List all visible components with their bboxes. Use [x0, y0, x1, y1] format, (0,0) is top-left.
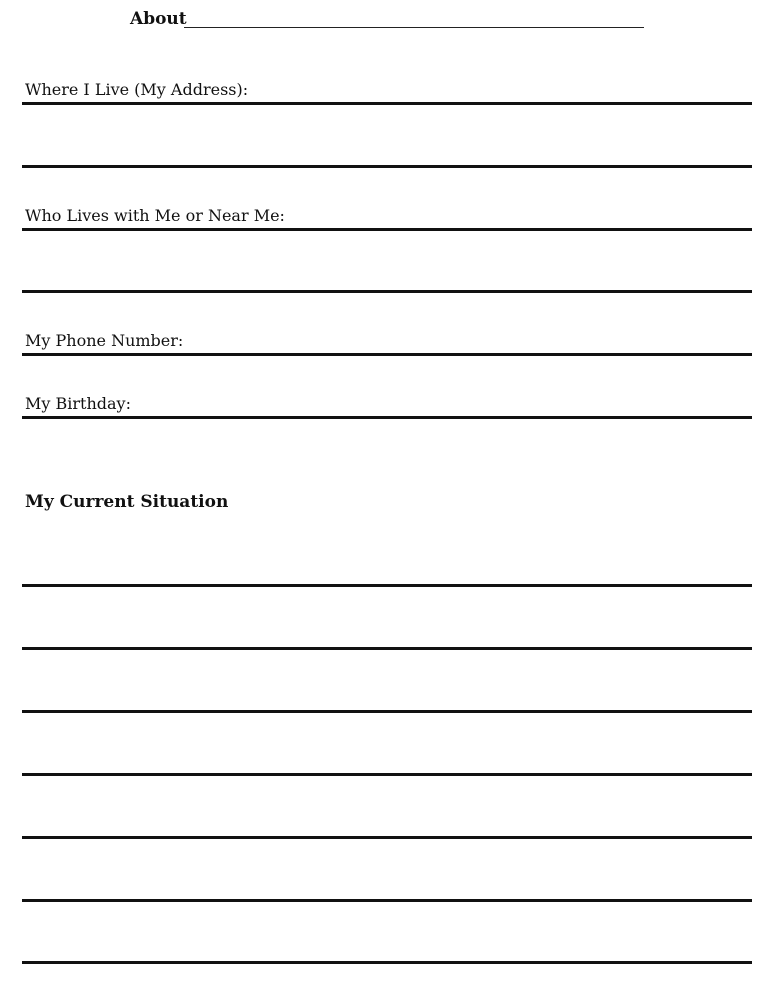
- situation-line-2[interactable]: [22, 647, 752, 650]
- situation-line-6[interactable]: [22, 899, 752, 902]
- address-label: Where I Live (My Address):: [25, 80, 249, 99]
- situation-line-7[interactable]: [22, 961, 752, 964]
- birthday-line[interactable]: [22, 416, 752, 419]
- household-label: Who Lives with Me or Near Me:: [25, 206, 285, 225]
- situation-heading: My Current Situation: [25, 492, 229, 512]
- address-line-2[interactable]: [22, 165, 752, 168]
- name-blank-line[interactable]: [184, 27, 644, 28]
- title-row: [130, 8, 650, 32]
- situation-line-3[interactable]: [22, 710, 752, 713]
- phone-label: My Phone Number:: [25, 331, 184, 350]
- situation-line-1[interactable]: [22, 584, 752, 587]
- household-line-1[interactable]: [22, 228, 752, 231]
- situation-line-5[interactable]: [22, 836, 752, 839]
- household-line-2[interactable]: [22, 290, 752, 293]
- phone-line[interactable]: [22, 353, 752, 356]
- address-line-1[interactable]: [22, 102, 752, 105]
- page-title: About: [130, 9, 187, 29]
- situation-line-4[interactable]: [22, 773, 752, 776]
- birthday-label: My Birthday:: [25, 394, 131, 413]
